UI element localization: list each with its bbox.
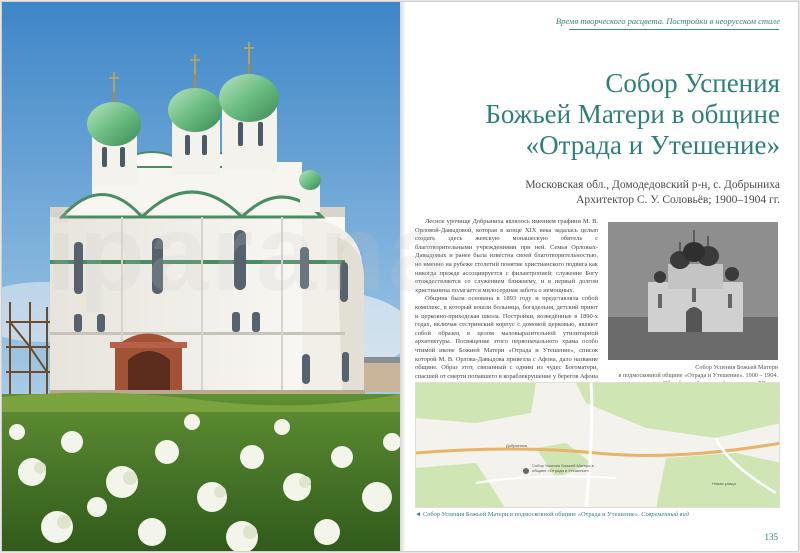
caption-line-2: в подмосковной общине «Отрада и Утешение». 1900 – 1904. — [618, 372, 778, 379]
map-road-label: Новая улица — [712, 481, 736, 486]
map-caption-italic: Современный вид — [641, 511, 689, 518]
map-graphic — [416, 383, 780, 508]
title-line-3: «Отрада и Утешение» — [525, 130, 780, 160]
title-line-2: Божьей Матери в общине — [485, 99, 780, 129]
book-spread — [1, 1, 799, 552]
caption-pointer-icon: ◄ — [415, 511, 422, 518]
subtitle-location: Московская обл., Домодедовский р-н, с. Добрыниха — [525, 179, 780, 191]
title-line-1: Собор Успения — [605, 68, 780, 98]
page-title — [412, 68, 780, 161]
caption-line-1: Собор Успения Божьей Матери — [695, 364, 778, 371]
map-caption — [415, 511, 780, 518]
archive-photo — [608, 222, 778, 360]
page-number: 135 — [764, 532, 778, 542]
subtitle — [412, 178, 780, 208]
running-head: Время творческого расцвета. Постройки в неорусском стиле — [555, 16, 780, 26]
page-gutter — [400, 2, 406, 552]
map-marker-label: Собор Успения Божьей Матери в общине «Отрада и Утешение» — [532, 463, 594, 473]
header-rule — [569, 29, 779, 30]
body-paragraph-2: Община была основана в 1893 году и представляла собой комплекс, в который вошли больница, богадельня, детский приют и церковно-приходская школа. Постройки, возведённые в 1890-х годах, включая сестринский корпус с домовой церковью, являют собой образец в целом маловыразительной утилитарной архитектуры. Посвящение этого первоначального храма особо чтимой иконе Божией Матери «Отрада и Утешение», список которой М. В. Орлова-Давыдова привезла с Афона, дало название общине. Образ этот, связанный с одним из чудес Богоматери, спасшей от смерти попавшего в кораблекрушение у берегов Афона — [415, 295, 598, 380]
cathedral-photo — [2, 2, 400, 552]
map-village-label: Добрыниха — [506, 443, 527, 448]
subtitle-architect: Архитектор С. У. Соловьёв; 1900–1904 гг. — [576, 194, 780, 206]
body-paragraph-1: Лесное урочище Добрыниха являлось имением графини М. В. Орловой-Давыдовой, которая в конце XIX века задалась целью создать здесь женскую монашескую обитель с благотворительными учреждениями при ней. Семья Орловых-Давыдовых и ранее была известна своей благотворительностью, но именно на рубеже столетий понятие христианского подвига как никогда прежде ассоциируется с филантропией: служение Богу отождествляется со служением ближнему, и в первый долгом христианина полагается милосердная забота о немощных. — [415, 218, 598, 294]
cathedral-illustration — [2, 2, 400, 552]
archive-cathedral-illustration — [608, 222, 778, 360]
map-caption-text: Собор Успения Божьей Матери в подмосковной общине «Отрада и Утешение». — [422, 511, 640, 518]
location-map[interactable] — [415, 382, 780, 508]
